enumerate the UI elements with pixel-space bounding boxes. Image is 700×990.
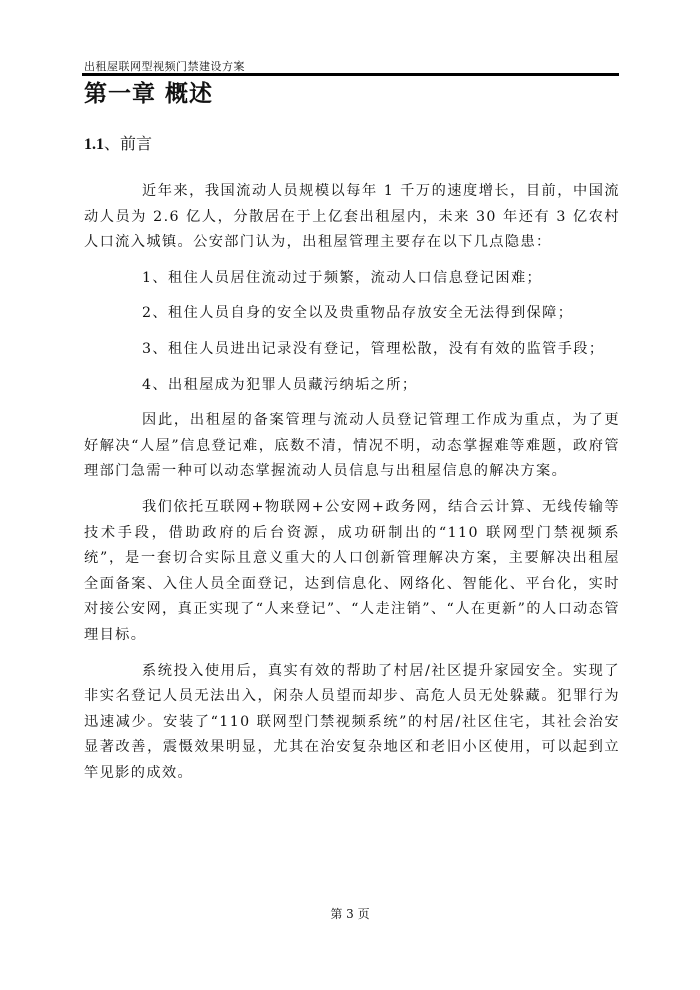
header-divider — [82, 73, 619, 76]
list-item-4: 4、出租屋成为犯罪人员藏污纳垢之所； — [142, 376, 418, 393]
section-number: 1.1 — [84, 136, 104, 153]
list-item-1: 1、租住人员居住流动过于频繁，流动人口信息登记困难； — [142, 269, 543, 286]
section-title: 、前言 — [104, 134, 153, 153]
list-item-3: 3、租住人员进出记录没有登记，管理松散，没有有效的监管手段； — [142, 340, 605, 357]
paragraph-intro: 近年来，我国流动人员规模以每年 1 千万的速度增长，目前，中国流动人员为 2.6 亿人，分散居在于上亿套出租屋内，未来 30 年还有 3 亿农村人口流入城镇。公安部门认为，出租屋管理主要存在以下几点隐患： — [84, 183, 620, 251]
paragraph-solution: 我们依托互联网+物联网+公安网+政务网，结合云计算、无线传输等技术手段，借助政府的后台资源，成功研制出的“110 联网型门禁视频系统”，是一套切合实际且意义重大的人口创新管理解决方案，主要解决出租屋全面备案、入住人员全面登记，达到信息化、网络化、智能化、平台化，实时对接公安网，真正实现了“人来登记”、“人走注销”、“人在更新”的人口动态管理目标。 — [84, 498, 620, 643]
running-header: 出租屋联网型视频门禁建设方案 — [84, 60, 245, 73]
list-item-2: 2、租住人员自身的安全以及贵重物品存放安全无法得到保障； — [142, 305, 574, 322]
paragraph-results: 系统投入使用后，真实有效的帮助了村居/社区提升家园安全。实现了非实名登记人员无法出入，闲杂人员望而却步、高危人员无处躲藏。犯罪行为迅速减少。安装了“110 联网型门禁视频系统”的村居/社区住宅，其社会治安显著改善，震慑效果明显，尤其在治安复杂地区和老旧小区使用，可以起到立竿见影的成效。 — [84, 662, 620, 781]
section-heading — [84, 133, 152, 156]
chapter-title: 第一章 概述 — [84, 81, 214, 107]
body-content — [84, 179, 620, 796]
page-number: 第 3 页 — [330, 907, 370, 921]
paragraph-need: 因此，出租屋的备案管理与流动人员登记管理工作成为重点，为了更好解决“人屋”信息登记难，底数不清，情况不明，动态掌握难等难题，政府管理部门急需一种可以动态掌握流动人员信息与出租屋信息的解决方案。 — [84, 412, 620, 480]
